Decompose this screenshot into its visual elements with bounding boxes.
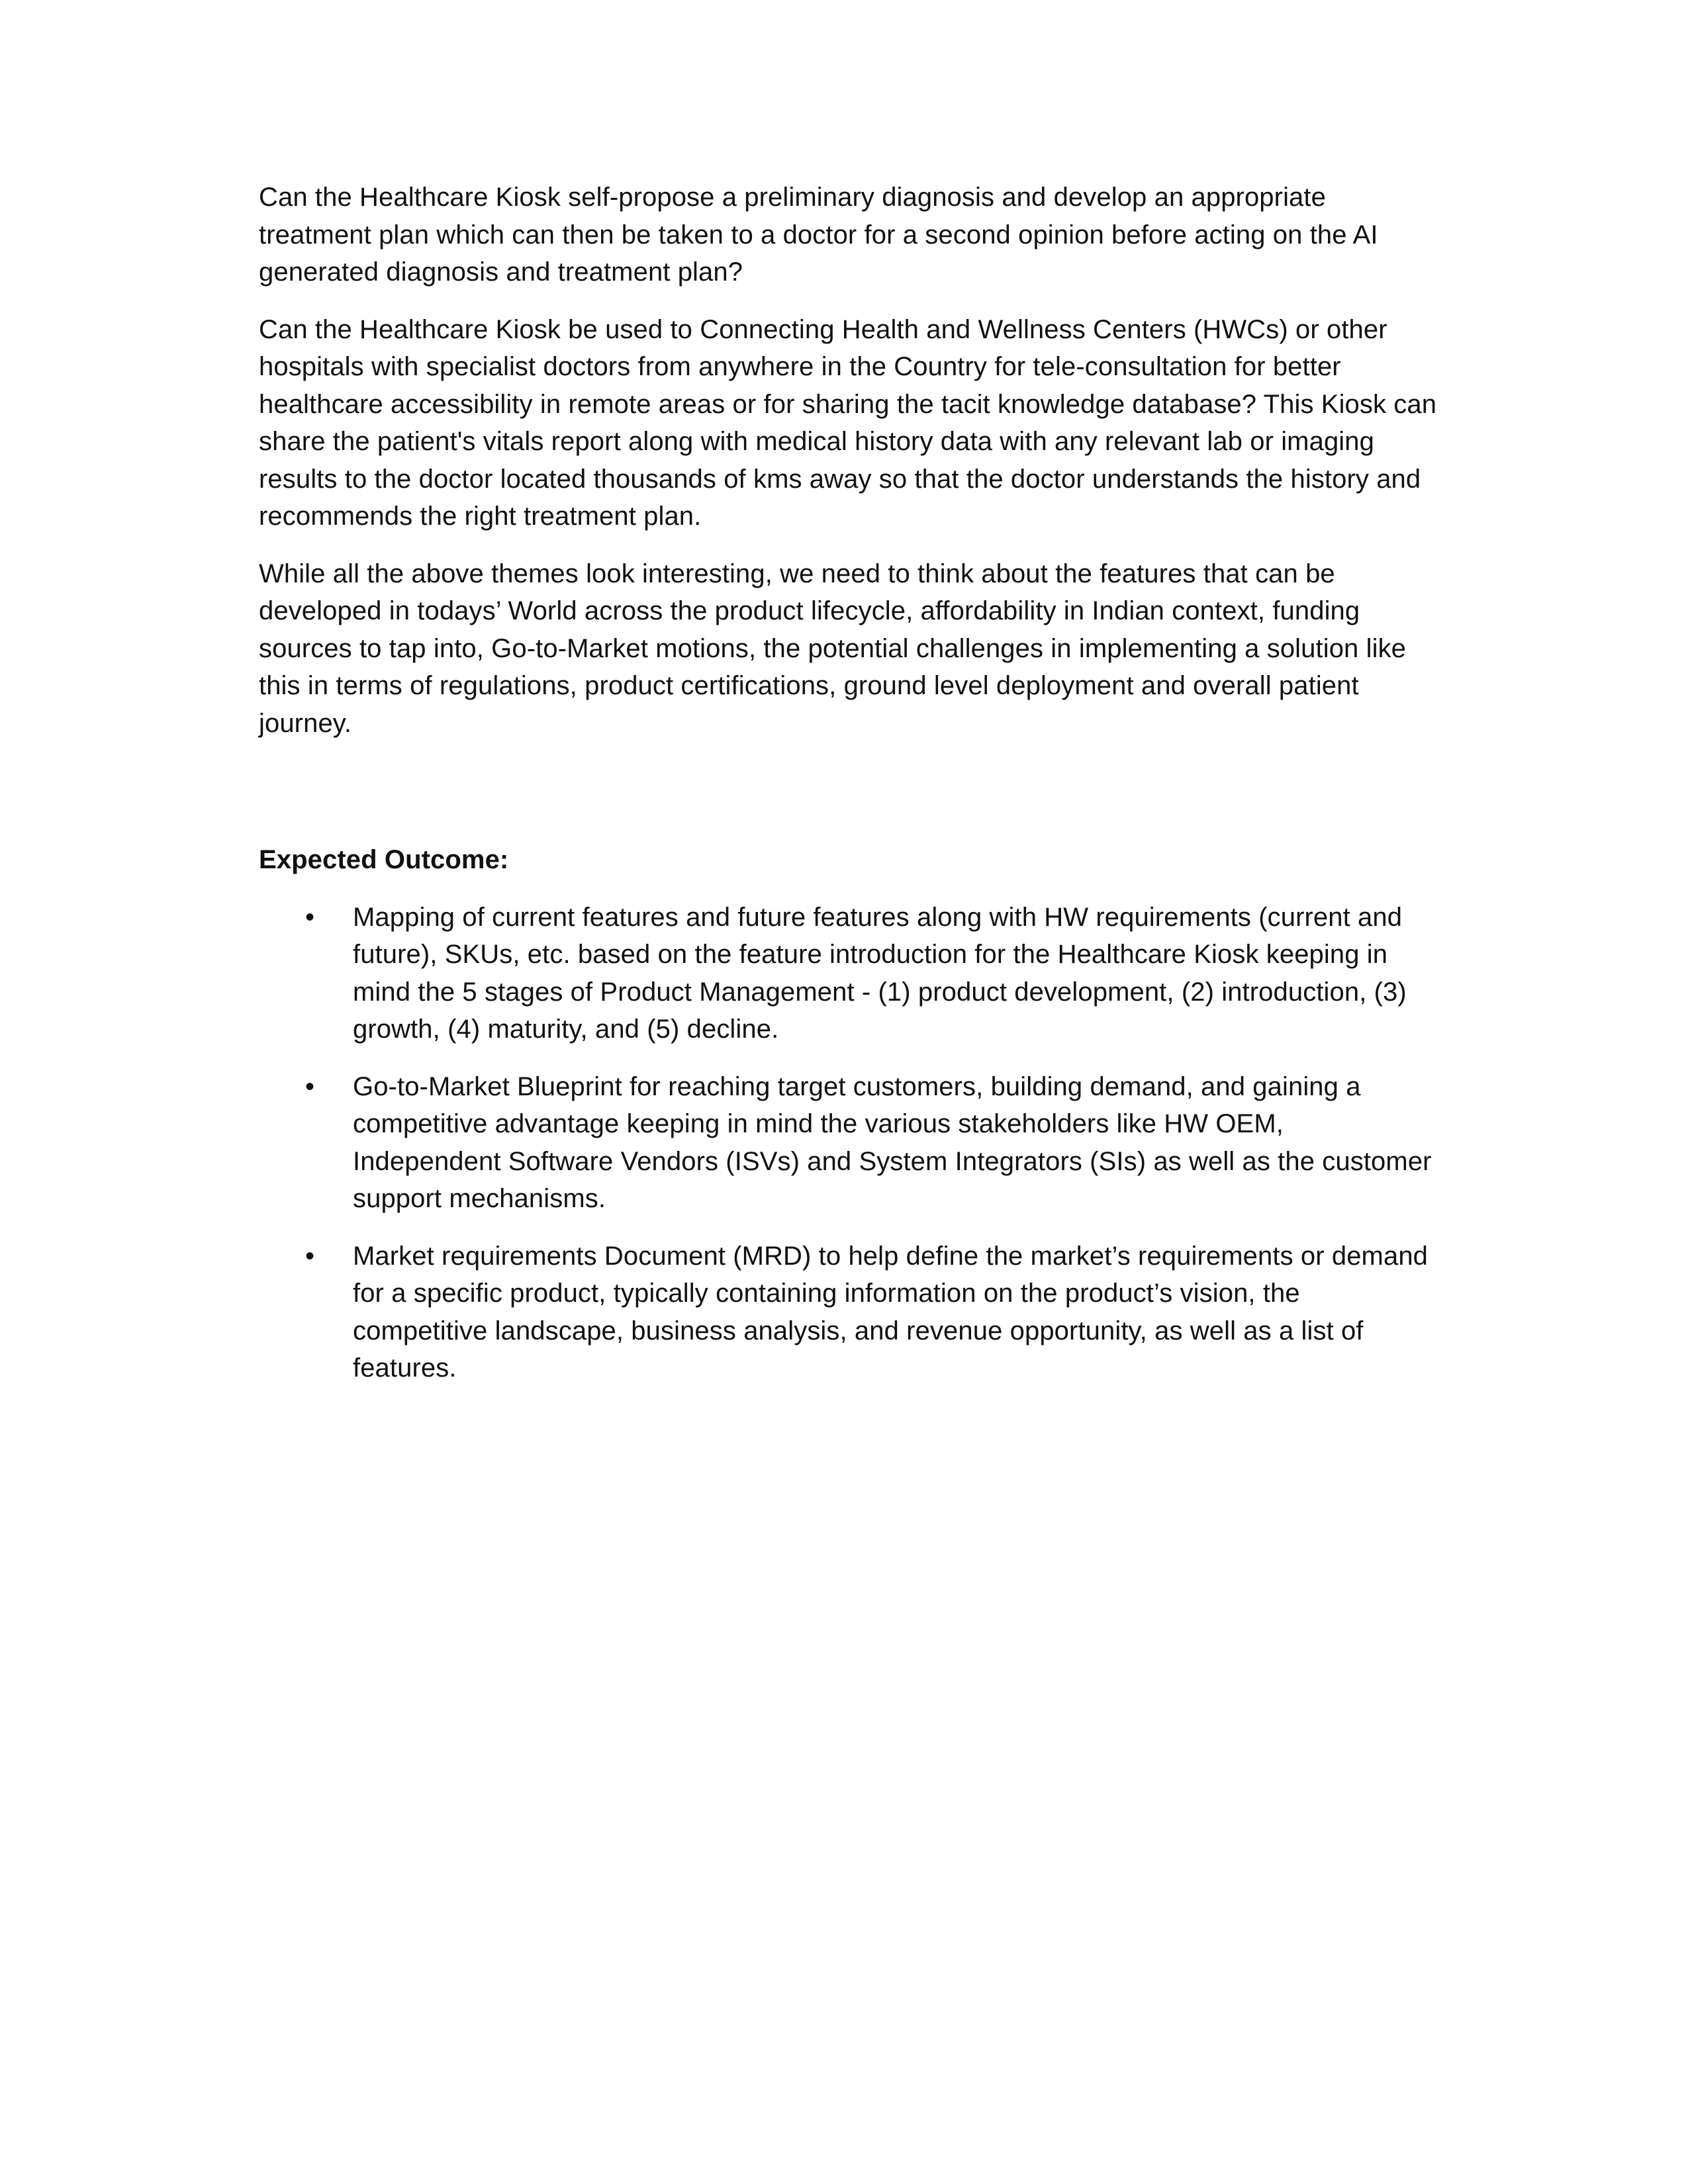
section-spacer xyxy=(259,762,1437,841)
expected-outcome-heading: Expected Outcome: xyxy=(259,845,509,874)
expected-outcome-list xyxy=(259,899,1437,1387)
outcome-item-text: Go-to-Market Blueprint for reaching target customers, building demand, and gaining a competitive advantage keeping in mind the various stakeholders like HW OEM, Independent Software Vendors (ISVs) and System Integrators (SIs) as well as the customer support mechanisms. xyxy=(353,1071,1432,1213)
outcome-item-mrd xyxy=(259,1238,1437,1387)
bullet-icon: • xyxy=(305,902,315,932)
outcome-item-text: Market requirements Document (MRD) to help define the market’s requirements or demand for a specific product, typically containing information on the product’s vision, the competitive landscape, business analysis, and revenue opportunity, as well as a list of features. xyxy=(353,1241,1429,1383)
paragraph-feature-considerations: While all the above themes look interesting, we need to think about the features that can be developed in todays’ World across the product lifecycle, affordability in Indian context, funding sources to tap into, Go-to-Market motions, the potential challenges in implementing a solution like this in terms of regulations, product certifications, ground level deployment and overall patient journey. xyxy=(259,559,1407,738)
paragraph-tele-consultation: Can the Healthcare Kiosk be used to Connecting Health and Wellness Centers (HWCs) or other hospitals with specialist doctors from anywhere in the Country for tele-consultation for better healthcare accessibility in remote areas or for sharing the tacit knowledge database? This Kiosk can share the patient's vitals report along with medical history data with any relevant lab or imaging results to the doctor located thousands of kms away so that the doctor understands the history and recommends the right treatment plan. xyxy=(259,314,1437,531)
paragraph-ai-diagnosis: Can the Healthcare Kiosk self-propose a preliminary diagnosis and develop an appropriate treatment plan which can then be taken to a doctor for a second opinion before acting on the AI generated diagnosis and treatment plan? xyxy=(259,183,1378,287)
document-page xyxy=(259,179,1437,1407)
outcome-item-feature-mapping xyxy=(259,899,1437,1048)
outcome-item-text: Mapping of current features and future features along with HW requirements (current and future), SKUs, etc. based on the feature introduction for the Healthcare Kiosk keeping in mind the 5 stages of Product Management - (1) product development, (2) introduction, (3) growth, (4) maturity, and (5) decline. xyxy=(353,902,1407,1044)
outcome-item-gtm-blueprint xyxy=(259,1068,1437,1218)
bullet-icon: • xyxy=(305,1241,315,1271)
bullet-icon: • xyxy=(305,1071,315,1101)
